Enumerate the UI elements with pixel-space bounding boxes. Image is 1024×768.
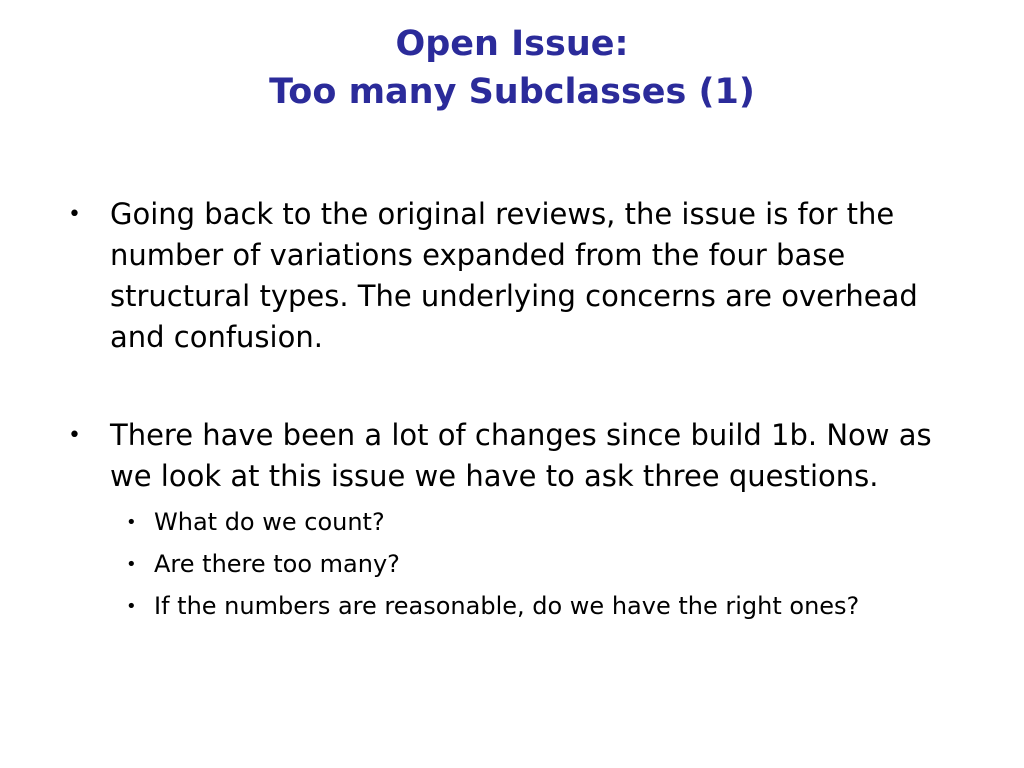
bullet-item	[68, 194, 968, 358]
sub-bullet-dot-icon: •	[126, 554, 137, 575]
sub-bullet-text: Are there too many?	[154, 550, 400, 578]
bullet-text: There have been a lot of changes since build 1b. Now as we look at this issue we have to ask three questions.	[110, 418, 932, 493]
bullet-text: Going back to the original reviews, the issue is for the number of variations expanded from the four base structural types. The underlying concerns are overhead and confusion.	[110, 197, 918, 354]
slide-body	[68, 194, 968, 632]
sub-bullet-text: If the numbers are reasonable, do we have the right ones?	[154, 592, 860, 620]
bullet-item	[68, 415, 968, 623]
sub-bullet-dot-icon: •	[126, 596, 137, 617]
slide-title-line-1: Open Issue:	[395, 24, 629, 64]
bullet-dot-icon: •	[68, 202, 81, 227]
sub-bullet-item	[110, 590, 914, 623]
sub-bullet-dot-icon: •	[126, 512, 137, 533]
sub-bullet-list	[110, 506, 968, 623]
sub-bullet-item	[110, 506, 914, 539]
sub-bullet-text: What do we count?	[154, 508, 385, 536]
slide-title-line-2: Too many Subclasses (1)	[269, 72, 755, 112]
bullet-dot-icon: •	[68, 423, 81, 448]
sub-bullet-item	[110, 548, 914, 581]
slide-title	[0, 20, 1024, 116]
